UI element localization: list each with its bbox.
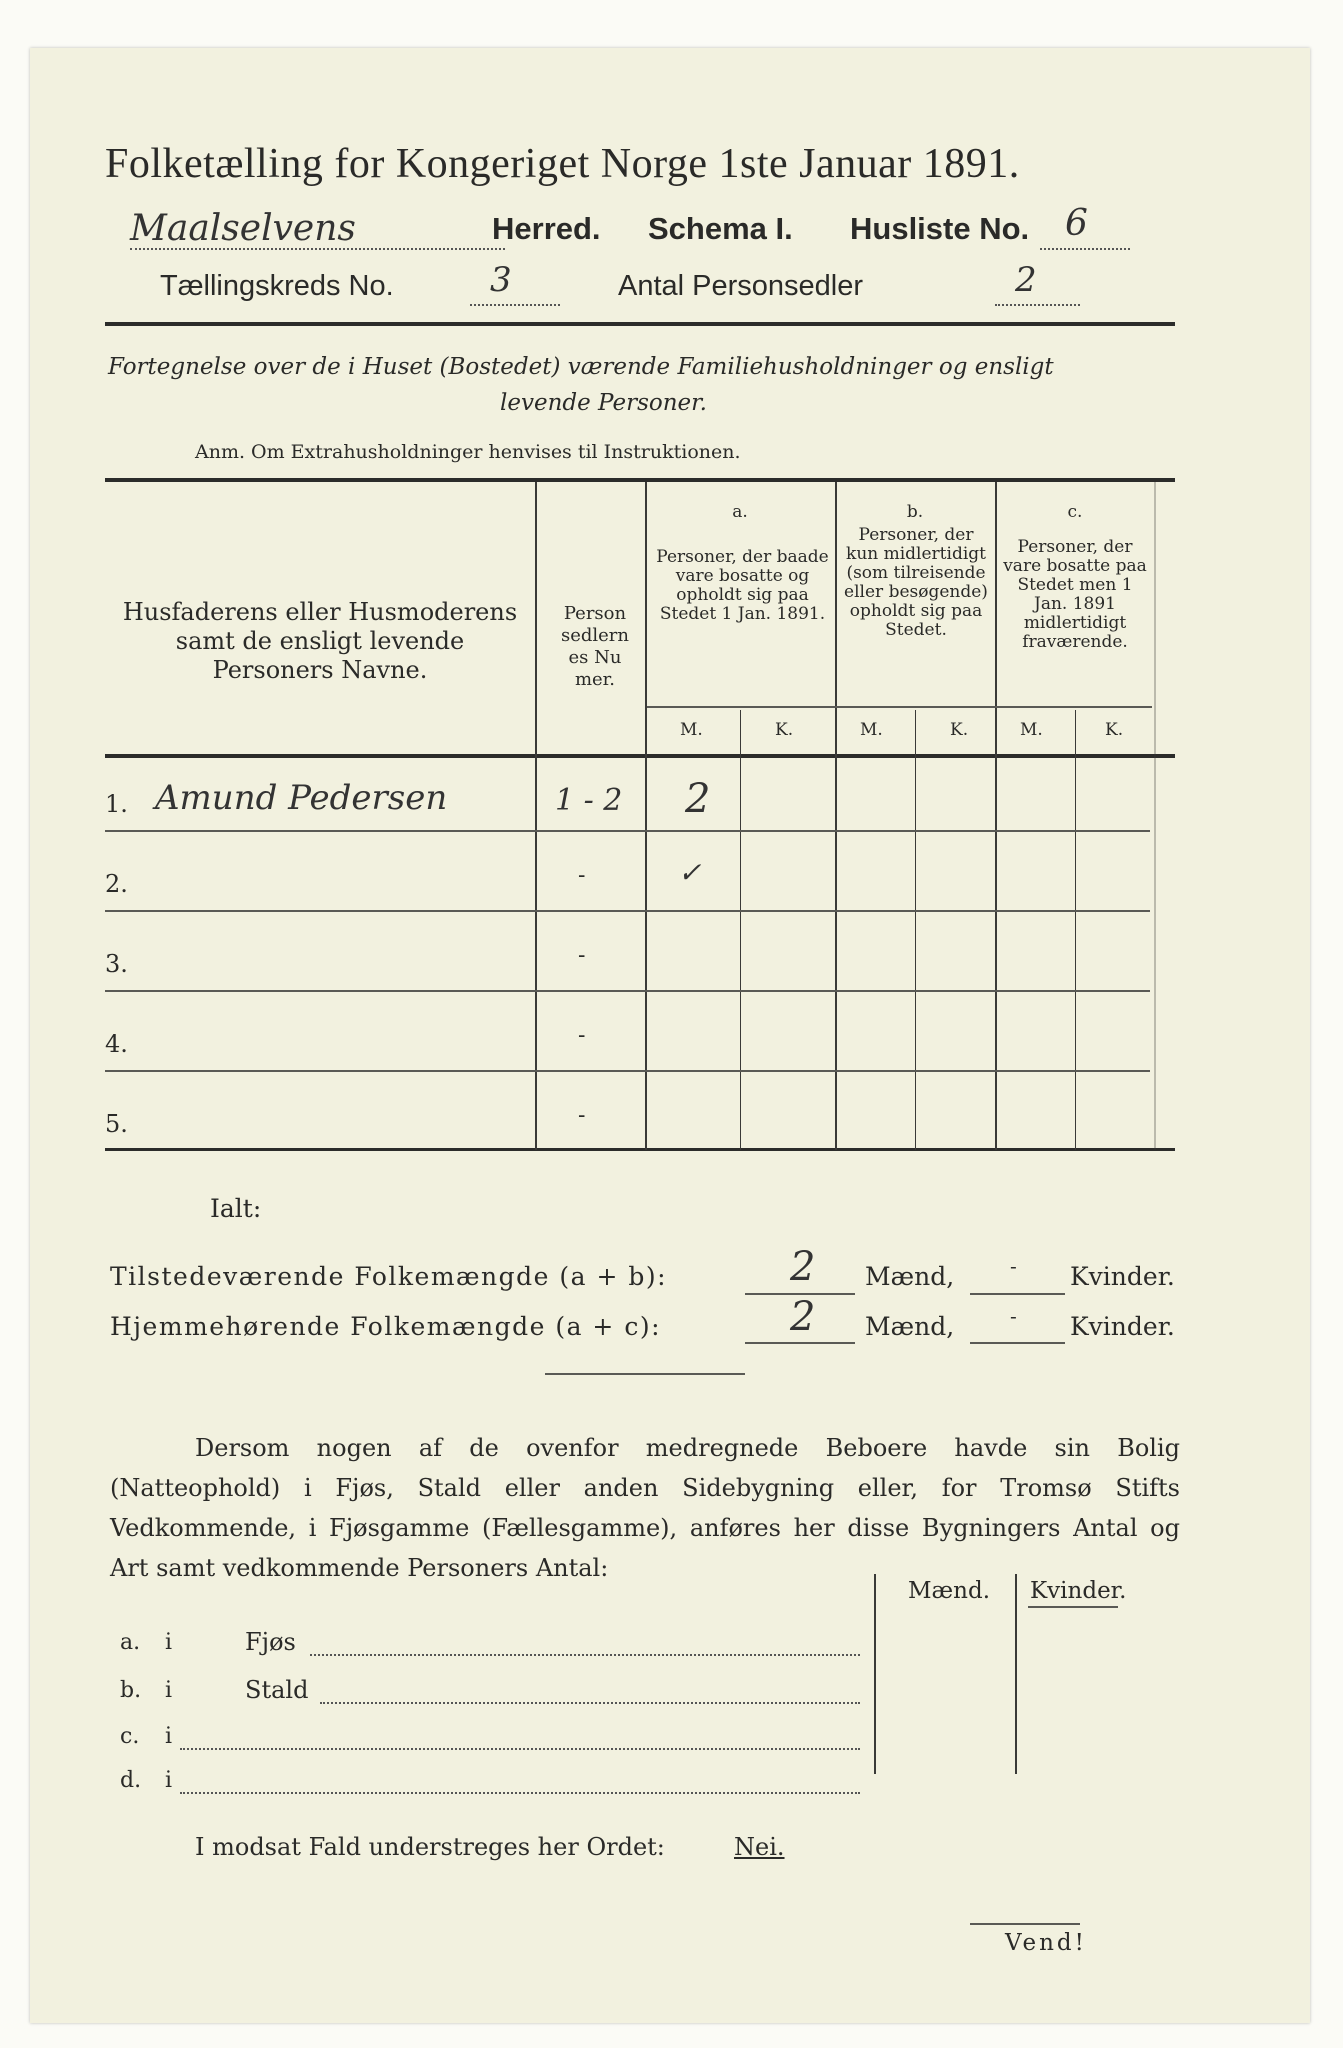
subtitle-line2: levende Personer. <box>500 390 707 416</box>
col-header-b: Personer, der kun midlertidigt (som tilreisende eller besøgende) opholdt sig paa Stedet. <box>844 525 988 640</box>
husliste-number: 6 <box>1065 203 1088 244</box>
herred-label: Herred. <box>492 211 601 246</box>
totals-line1-label: Tilstedeværende Folkemængde (a + b): <box>110 1262 668 1291</box>
row-number: 1. <box>105 790 128 818</box>
schema-label: Schema I. <box>648 211 793 246</box>
kreds-label: Tællingskreds No. <box>160 270 394 302</box>
col-header-c: Personer, der vare bosatte paa Stedet men 1 Jan. 1891 midlertidigt fraværende. <box>1003 537 1147 652</box>
buildings-paragraph: Dersom nogen af de ovenfor medregnede Beboere havde sin Bolig (Natteophold) i Fjøs, Stald eller anden Sidebygning eller, for Tromsø Stifts Vedkommende, i Fjøsgamme (Fællesgamme), anføres her disse Bygningers Antal og Art samt vedkommende Personers Antal: <box>110 1434 1180 1582</box>
buildings-kvinder-header: Kvinder. <box>1030 1578 1127 1604</box>
building-letter: d. <box>120 1768 142 1793</box>
kreds-number: 3 <box>490 260 512 300</box>
row-numer: - <box>578 1023 586 1048</box>
row-a-m: ✓ <box>678 856 702 889</box>
totals-line2-label: Hjemmehørende Folkemængde (a + c): <box>110 1312 661 1341</box>
census-form-sheet <box>30 48 1310 2023</box>
col-a-m: M. <box>680 720 703 740</box>
building-letter: a. <box>120 1630 141 1655</box>
subtitle-line1: Fortegnelse over de i Huset (Bostedet) værende Familiehusholdninger og ensligt <box>108 354 1054 380</box>
row-numer: 1 - 2 <box>555 783 623 818</box>
row-number: 3. <box>105 950 128 978</box>
building-letter: b. <box>120 1678 142 1703</box>
col-header-a: Personer, der baade vare bosatte og opholdt sig paa Stedet 1 Jan. 1891. <box>656 547 829 624</box>
form-title: Folketælling for Kongeriget Norge 1ste Januar 1891. <box>105 141 1020 187</box>
building-i: i <box>165 1678 173 1703</box>
totals-line2-kvinder-value: - <box>1010 1304 1017 1328</box>
antal-label: Antal Personsedler <box>618 270 864 302</box>
col-a-k: K. <box>775 720 794 740</box>
table-top-rule <box>105 478 1175 482</box>
row-name: Amund Pedersen <box>155 778 448 818</box>
building-i: i <box>165 1768 173 1793</box>
totals-line1-kvinder-label: Kvinder. <box>1070 1262 1175 1291</box>
totals-line2-kvinder-label: Kvinder. <box>1070 1312 1175 1341</box>
row-number: 5. <box>105 1110 128 1138</box>
col-b-m: M. <box>860 720 883 740</box>
husliste-label: Husliste No. <box>850 211 1030 246</box>
col-b-k: K. <box>950 720 969 740</box>
totals-line1-maend-label: Mænd, <box>865 1262 955 1291</box>
building-label: Fjøs <box>245 1628 296 1656</box>
building-i: i <box>165 1724 173 1749</box>
row-number: 2. <box>105 870 128 898</box>
totals-line1-kvinder-value: - <box>1010 1254 1017 1278</box>
ialt-label: Ialt: <box>210 1194 262 1223</box>
herred-name: Maalselvens <box>130 208 356 249</box>
buildings-maend-header: Mænd. <box>908 1578 991 1604</box>
row-number: 4. <box>105 1030 128 1058</box>
anm-note: Anm. Om Extrahusholdninger henvises til Instruktionen. <box>195 441 741 463</box>
building-label: Stald <box>245 1676 309 1704</box>
nei-instruction: I modsat Fald understreges her Ordet: <box>195 1833 665 1861</box>
building-i: i <box>165 1630 173 1655</box>
nei-word: Nei. <box>734 1833 785 1861</box>
totals-line1-maend-value: 2 <box>790 1244 816 1290</box>
col-header-numer: Personsedlernes Numer. <box>560 603 630 690</box>
col-a-letter: a. <box>732 502 748 522</box>
building-letter: c. <box>120 1724 140 1749</box>
totals-line2-maend-value: 2 <box>790 1294 816 1340</box>
col-header-names: Husfaderens eller Husmoderens samt de ensligt levende Personers Navne. <box>122 598 518 684</box>
section-divider <box>545 1373 745 1375</box>
vend-label: Vend! <box>1005 1930 1087 1956</box>
row-numer: - <box>578 943 586 968</box>
col-c-k: K. <box>1105 720 1124 740</box>
row-numer: - <box>578 863 586 888</box>
col-c-letter: c. <box>1067 502 1083 522</box>
totals-line2-maend-label: Mænd, <box>865 1312 955 1341</box>
row-a-m: 2 <box>685 776 711 822</box>
row-numer: - <box>578 1103 586 1128</box>
antal-number: 2 <box>1015 260 1037 300</box>
col-c-m: M. <box>1020 720 1043 740</box>
col-b-letter: b. <box>906 502 924 522</box>
